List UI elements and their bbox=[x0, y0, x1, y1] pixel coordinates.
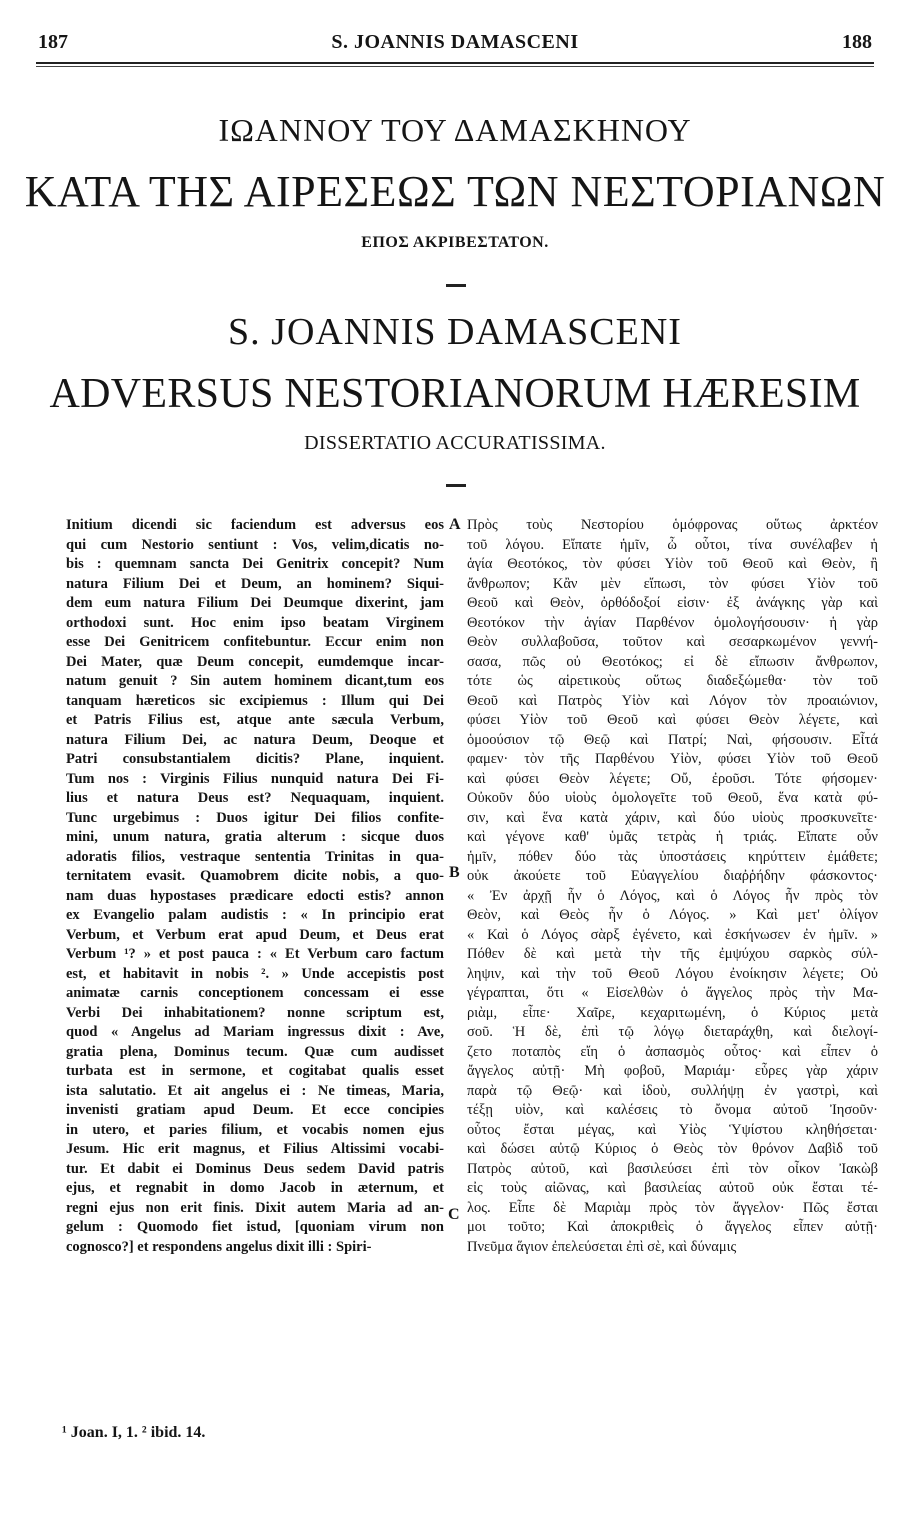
text-line: ἡμῖν, πόθεν δύο τὰς ὑποστάσεις κηρύττειν ἐμάθετε; bbox=[467, 848, 878, 865]
text-line: σασα, πῶς οὐ Θεοτόκος; εἰ δὲ εἴπωσιν ἄνθρωπον, bbox=[467, 653, 878, 670]
text-line: οὗτος ἔσται μέγας, καὶ Υἱὸς Ὑψίστου κληθήσεται· bbox=[467, 1121, 878, 1138]
greek-text-column bbox=[467, 516, 878, 1257]
text-line: τέξῃ υἱὸν, καὶ καλέσεις τὸ ὄνομα αὐτοῦ Ἰησοῦν· bbox=[467, 1102, 878, 1118]
text-line: natum genuit ? Sin autem hominem dicant,tum eos bbox=[66, 673, 444, 689]
text-line: φαμεν· τὸν τῆς Παρθένου Υἱὸν, φύσει Υἱὸν τοῦ Θεοῦ bbox=[467, 751, 878, 767]
text-line: natura Filium Dei, ac natura Deum, Deoque et bbox=[66, 731, 444, 748]
text-line: Πνεῦμα ἅγιον ἐπελεύσεται ἐπὶ σὲ, καὶ δύναμις bbox=[467, 1238, 737, 1255]
text-line: Dei Mater, quæ Deum concepit, eumdemque incar- bbox=[66, 653, 444, 670]
text-line: εἰς τοὺς αἰῶνας, καὶ βασιλείας αὐτοῦ οὐκ ἔσται τέ- bbox=[467, 1180, 878, 1196]
text-line: Θεὸν συλλαβοῦσα, τοῦτον καὶ σεσαρκωμένον γεννή- bbox=[467, 634, 878, 650]
text-line: ejus, et regnabit in domo Jacob in æternum, et bbox=[66, 1180, 444, 1196]
margin-letter-c: C bbox=[448, 1206, 460, 1223]
text-line: tur. Et dabit ei Dominus Deus sedem David patris bbox=[66, 1160, 444, 1177]
text-line: ριὰμ, εἶπε· Χαῖρε, κεχαριτωμένη, ὁ Κύριος μετὰ bbox=[467, 1004, 878, 1021]
text-line: tanquam hæreticos sic excipiemus : Illum qui Dei bbox=[66, 692, 444, 709]
text-line: ληψιν, καὶ τὴν τοῦ Θεοῦ Λόγου ἐνοίκησιν λέγετε; Οὐ bbox=[467, 965, 878, 982]
running-head bbox=[38, 26, 872, 54]
text-line: Jesum. Hic erit magnus, et Filius Altissimi vocabi- bbox=[66, 1141, 444, 1157]
separator-dash bbox=[446, 284, 466, 287]
text-line: est, et habitavit in nobis ². » Unde accepistis post bbox=[66, 965, 444, 982]
text-line: ὁμοούσιον τῷ Θεῷ καὶ Πατρί; Ναὶ, φήσουσιν. Εἶτά bbox=[467, 731, 878, 748]
text-line: « Ἐν ἀρχῇ ἦν ὁ Λόγος, καὶ ὁ Λόγος ἦν πρὸς τὸν bbox=[467, 887, 878, 904]
text-line: gratia plena, Dominus tecum. Quæ cum audisset bbox=[66, 1043, 444, 1060]
text-line: dem eum natura Filium Dei Deumque dixerint, jam bbox=[66, 595, 444, 611]
text-line: in utero, et paries filium, et vocabis nomen ejus bbox=[66, 1121, 444, 1138]
text-line: γέγραπται, ὅτι « Εἰσελθὼν ὁ ἄγγελος πρὸς τὴν Μα- bbox=[467, 985, 878, 1001]
latin-text-column bbox=[66, 516, 444, 1257]
text-line: quod « Angelus ad Mariam ingressus dixit : Ave, bbox=[66, 1024, 444, 1040]
text-line: esse Dei Genitricem confitebuntur. Eccur enim non bbox=[66, 634, 444, 650]
running-title: S. JOANNIS DAMASCENI bbox=[331, 31, 579, 53]
text-line: Πόθεν δὲ καὶ μετὰ τὴν τῆς ἐμψύχου σαρκὸς σύλ- bbox=[467, 946, 878, 962]
margin-letter-b: B bbox=[449, 864, 460, 881]
text-line: Tunc urgebimus : Duos igitur Dei filios confite- bbox=[66, 809, 444, 826]
text-line: τοῦ λόγου. Εἴπατε ἡμῖν, ὦ οὗτοι, τίνα συνέλαβεν ἡ bbox=[467, 536, 878, 553]
text-line: ἄγγελος αὐτῇ· Μὴ φοβοῦ, Μαριάμ· εὗρες γὰρ χάριν bbox=[467, 1063, 878, 1079]
text-line: lius et natura Deus est? Nequaquam, inquient. bbox=[66, 790, 444, 806]
text-line: Οὐκοῦν δύο υἱοὺς ὁμολογεῖτε τοῦ Θεοῦ, ἕνα κατὰ φύ- bbox=[467, 790, 878, 806]
text-line: Verbum ¹? » et post pauca : « Et Verbum caro factum bbox=[66, 946, 444, 962]
latin-subtitle: DISSERTATIO ACCURATISSIMA. bbox=[304, 432, 606, 454]
text-line: Θεὸν, καὶ Θεὸς ἦν ὁ Λόγος. » Καὶ μετ' ὀλίγον bbox=[467, 907, 878, 923]
text-line: ex Evangelio palam audistis : « In principio erat bbox=[66, 907, 444, 923]
text-line: ternitatem evasit. Quamobrem dicite nobis, a quo- bbox=[66, 868, 444, 884]
text-line: οὐκ ἀκούετε τοῦ Εὐαγγελίου διαῤῥήδην φάσκοντος· bbox=[467, 868, 878, 884]
text-line: invenisti gratiam apud Deum. Et ecce concipies bbox=[66, 1102, 444, 1118]
header-rule bbox=[36, 62, 874, 64]
text-line: Θεοῦ καὶ Θεὸν, ὀρθόδοξοί εἰσιν· ἐξ ἀνάγκης γὰρ καὶ bbox=[467, 595, 878, 611]
page-number-right: 188 bbox=[841, 31, 872, 53]
text-line: τότε ὡς αἱρετικοὺς οὕτως διαδεξώμεθα· τὸν τοῦ bbox=[467, 673, 878, 689]
margin-letter-a: A bbox=[449, 516, 461, 533]
text-line: παρὰ τῷ Θεῷ· καὶ ἰδοὺ, συλλήψῃ ἐν γαστρὶ, καὶ bbox=[467, 1082, 878, 1099]
text-line: « Καὶ ὁ Λόγος σὰρξ ἐγένετο, καὶ ἐσκήνωσεν ἐν ἡμῖν. » bbox=[467, 926, 878, 943]
text-line: cognosco?] et respondens angelus dixit illi : Spiri- bbox=[66, 1238, 372, 1255]
text-line: λος. Εἶπε δὲ Μαριὰμ πρὸς τὸν ἄγγελον· Πῶς ἔσται bbox=[467, 1199, 878, 1216]
text-line: bis : quemnam sancta Dei Genitrix concepit? Num bbox=[66, 556, 444, 572]
text-line: Θεοτόκον τὴν ἁγίαν Παρθένον ὁμολογήσουσιν· ἡ γὰρ bbox=[467, 614, 878, 631]
text-line: Θεοῦ καὶ Πατρὸς Υἱὸν καὶ Λόγον τὸν προαιώνιον, bbox=[467, 692, 878, 709]
header-rule-thin bbox=[36, 66, 874, 67]
page-number-left: 187 bbox=[38, 31, 68, 53]
text-line: σιν, καὶ ἕνα κατὰ χάριν, καὶ δύο υἱοὺς προσκυνεῖτε· bbox=[467, 809, 878, 826]
text-line: μοι τοῦτο; Καὶ ἀποκριθεὶς ὁ ἄγγελος εἶπεν αὐτῇ· bbox=[467, 1219, 878, 1235]
text-line: adoratis filios, vestraque sententia Trinitas in qua- bbox=[66, 848, 444, 865]
text-line: ζετο ποταπὸς εἴη ὁ ἀσπασμὸς οὗτος· καὶ εἶπεν ὁ bbox=[467, 1043, 878, 1060]
greek-title-heading: ΚΑΤΑ ΤΗΣ ΑΙΡΕΣΕΩΣ ΤΩΝ ΝΕΣΤΟΡΙΑΝΩΝ bbox=[24, 167, 886, 216]
text-line: turbata est in sermone, et cogitabat qualis esset bbox=[66, 1063, 444, 1079]
text-line: Πατρὸς αὐτοῦ, καὶ βασιλεύσει ἐπὶ τὸν οἶκον Ἰακὼβ bbox=[467, 1160, 878, 1177]
text-line: σοῦ. Ἡ δὲ, ἐπὶ τῷ λόγῳ διεταράχθη, καὶ διελογί- bbox=[467, 1024, 878, 1040]
separator-dash bbox=[446, 484, 466, 487]
text-line: καὶ φύσει Θεὸν λέγετε; Οὔ, ἐροῦσι. Τότε φήσομεν· bbox=[467, 770, 878, 787]
text-line: καὶ δώσει αὐτῷ Κύριος ὁ Θεὸς τὸν θρόνον Δαβὶδ τοῦ bbox=[467, 1141, 878, 1157]
text-line: Initium dicendi sic faciendum est adversus eos bbox=[66, 517, 444, 533]
text-line: ista salutatio. Et ait angelus ei : Ne timeas, Maria, bbox=[66, 1082, 444, 1099]
latin-author-heading: S. JOANNIS DAMASCENI bbox=[228, 311, 682, 353]
text-line: Tum nos : Virginis Filius nunquid natura Dei Fi- bbox=[66, 770, 444, 787]
text-line: Verbum, et Verbum erat apud Deum, et Deus erat bbox=[66, 926, 444, 943]
text-line: qui cum Nestorio sentiunt : Vos, velim,dicatis no- bbox=[66, 536, 444, 553]
text-line: regni ejus non erit finis. Dixit autem Maria ad an- bbox=[66, 1199, 444, 1216]
text-line: mini, unum natura, gratia alterum : sicque duos bbox=[66, 829, 444, 845]
text-line: et Patris Filius est, atque ante sæcula Verbum, bbox=[66, 712, 444, 728]
text-line: ἁγία Θεοτόκος, τὸν φύσει Υἱὸν τοῦ Θεοῦ καὶ Θεὸν, ἢ bbox=[467, 556, 878, 572]
text-line: nam duas hypostases prædicare edocti estis? annon bbox=[66, 887, 444, 904]
text-line: ἄνθρωπον; Κἂν μὲν εἴπωσι, τὸν φύσει Υἱὸν τοῦ bbox=[467, 575, 878, 592]
text-line: Verbi Dei inhabitationem? nonne scriptum est, bbox=[66, 1004, 444, 1021]
text-line: animatæ carnis conceptionem concessam ei esse bbox=[66, 985, 444, 1001]
text-line: φύσει Υἱὸν τοῦ Θεοῦ καὶ φύσει Θεὸν λέγετε, καὶ bbox=[467, 712, 878, 728]
text-line: natura Filium Dei et Deum, an hominem? Siqui- bbox=[66, 575, 444, 592]
text-line: gelum : Quomodo fiet istud, [quoniam virum non bbox=[66, 1219, 444, 1235]
text-line: Πρὸς τοὺς Νεστορίου ὁμόφρονας οὕτως ἀρκτέον bbox=[467, 517, 878, 533]
text-line: καὶ γέγονε καθ' ὑμᾶς τετρὰς ἡ τριάς. Εἴπατε οὖν bbox=[467, 829, 878, 845]
footnote: ¹ Joan. I, 1. ² ibid. 14. bbox=[62, 1424, 206, 1441]
text-line: orthodoxi sunt. Hoc enim ipso beatam Virginem bbox=[66, 614, 444, 631]
text-line: Patri consubstantialem dicitis? Plane, inquient. bbox=[66, 751, 444, 767]
greek-author-heading: ΙΩΑΝΝΟΥ ΤΟΥ ΔΑΜΑΣΚΗΝΟΥ bbox=[218, 112, 692, 148]
latin-title-heading: ADVERSUS NESTORIANORUM HÆRESIM bbox=[49, 371, 861, 417]
greek-subtitle: ΕΠΟΣ ΑΚΡΙΒΕΣΤΑΤΟΝ. bbox=[361, 234, 549, 251]
